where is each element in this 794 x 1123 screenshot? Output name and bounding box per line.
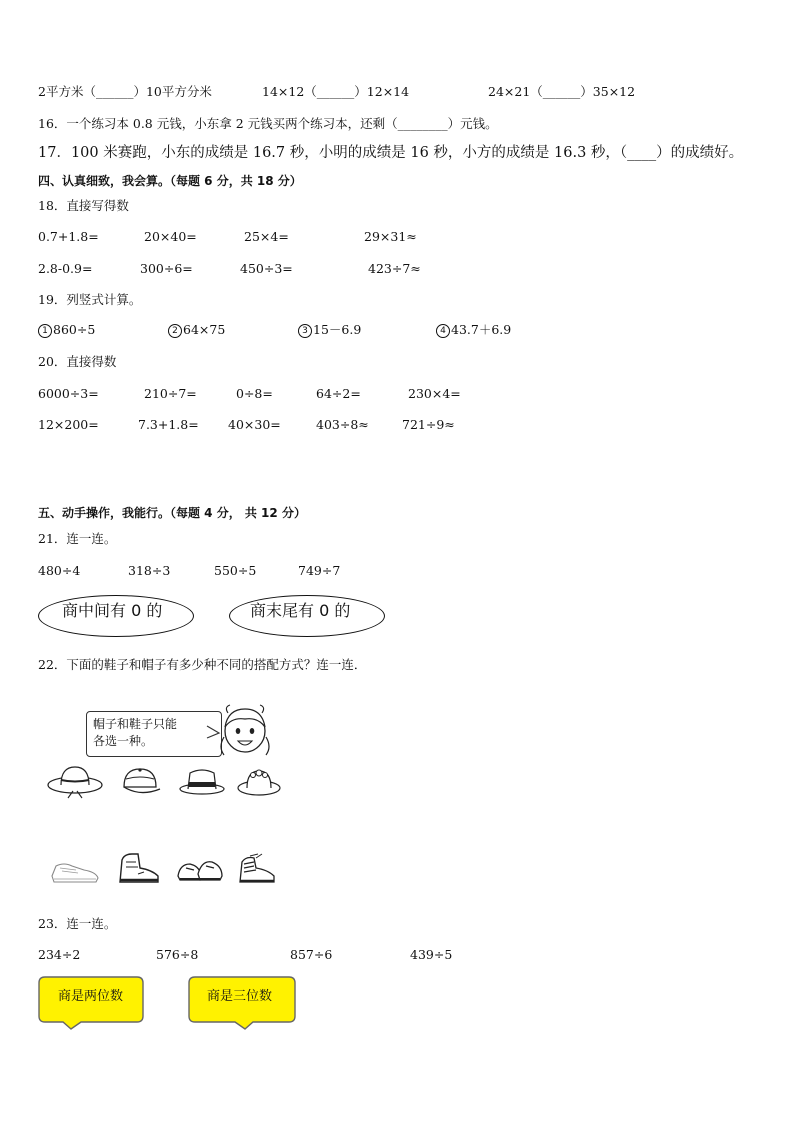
oval-label: 商末尾有 0 的 [250, 601, 351, 620]
speech-line: 帽子和鞋子只能 [93, 717, 178, 731]
oval-label: 商中间有 0 的 [62, 601, 163, 620]
cap-icon [118, 765, 162, 799]
question-18-title: 18．直接写得数 [38, 198, 129, 213]
q23-expr[interactable]: 576÷8 [156, 947, 199, 962]
q20-item: 210÷7= [144, 386, 197, 401]
q18-item: 423÷7≈ [368, 261, 421, 276]
q20-item: 0÷8= [236, 386, 273, 401]
girl-face-icon [214, 703, 276, 763]
number-circle-icon: 4 [436, 324, 450, 338]
speech-line: 各选一种。 [93, 734, 154, 748]
q19-item [298, 322, 361, 338]
fedora-icon [178, 765, 226, 797]
q19-expr: 43.7＋6.9 [451, 322, 512, 337]
boot-icon [116, 852, 162, 886]
q18-item: 25×4= [244, 229, 289, 244]
q19-item [168, 322, 225, 338]
q19-expr: 64×75 [183, 322, 226, 337]
q21-expr[interactable]: 749÷7 [298, 563, 341, 578]
number-circle-icon: 3 [298, 324, 312, 338]
q18-item: 20×40= [144, 229, 197, 244]
hat-wide-brim-icon [46, 763, 104, 799]
dress-shoe-icon [176, 854, 224, 884]
callout-label: 商是三位数 [207, 989, 273, 1004]
section-5-heading: 五、动手操作，我能行。（每题 4 分， 共 12 分） [38, 506, 306, 520]
callout-label: 商是两位数 [58, 989, 124, 1004]
q19-item [436, 322, 511, 338]
q19-item [38, 322, 95, 338]
q19-expr: 860÷5 [53, 322, 96, 337]
question-23-title: 23．连一连。 [38, 916, 117, 931]
q20-item: 403÷8≈ [316, 417, 369, 432]
q18-item: 29×31≈ [364, 229, 417, 244]
laced-boot-icon [236, 854, 278, 886]
q23-expr[interactable]: 234÷2 [38, 947, 81, 962]
q18-item: 2.8-0.9= [38, 261, 93, 276]
q18-item: 0.7+1.8= [38, 229, 99, 244]
q21-expr[interactable]: 480÷4 [38, 563, 81, 578]
q20-item: 7.3+1.8= [138, 417, 199, 432]
q20-item: 230×4= [408, 386, 461, 401]
number-circle-icon: 2 [168, 324, 182, 338]
q21-expr[interactable]: 550÷5 [214, 563, 257, 578]
q20-item: 64÷2= [316, 386, 361, 401]
question-21-title: 21．连一连。 [38, 531, 117, 546]
q18-item: 450÷3= [240, 261, 293, 276]
q15-compare-area: 2平方米（______）10平方分米 [38, 84, 212, 99]
q20-item: 12×200= [38, 417, 99, 432]
speech-bubble [86, 711, 222, 757]
sneaker-icon [50, 858, 100, 884]
q21-expr[interactable]: 318÷3 [128, 563, 171, 578]
q20-item: 40×30= [228, 417, 281, 432]
flower-hat-icon [236, 764, 282, 798]
q19-expr: 15－6.9 [313, 322, 362, 337]
question-20-title: 20．直接得数 [38, 354, 117, 369]
question-16: 16．一个练习本 0.8 元钱，小东拿 2 元钱买两个练习本，还剩（________）元钱。 [38, 116, 498, 131]
question-22-title: 22．下面的鞋子和帽子有多少种不同的搭配方式？连一连． [38, 657, 367, 672]
q15-compare-product-2: 24×21（______）35×12 [488, 84, 636, 99]
question-17: 17．100 米赛跑，小东的成绩是 16.7 秒，小明的成绩是 16 秒，小方的成绩是 16.3 秒，（____）的成绩好。 [38, 145, 744, 161]
question-19-title: 19．列竖式计算。 [38, 292, 142, 307]
number-circle-icon: 1 [38, 324, 52, 338]
q23-expr[interactable]: 439÷5 [410, 947, 453, 962]
q18-item: 300÷6= [140, 261, 193, 276]
q20-item: 6000÷3= [38, 386, 99, 401]
q20-item: 721÷9≈ [402, 417, 455, 432]
q23-expr[interactable]: 857÷6 [290, 947, 333, 962]
section-4-heading: 四、认真细致，我会算。（每题 6 分，共 18 分） [38, 174, 302, 188]
q15-compare-product: 14×12（______）12×14 [262, 84, 410, 99]
